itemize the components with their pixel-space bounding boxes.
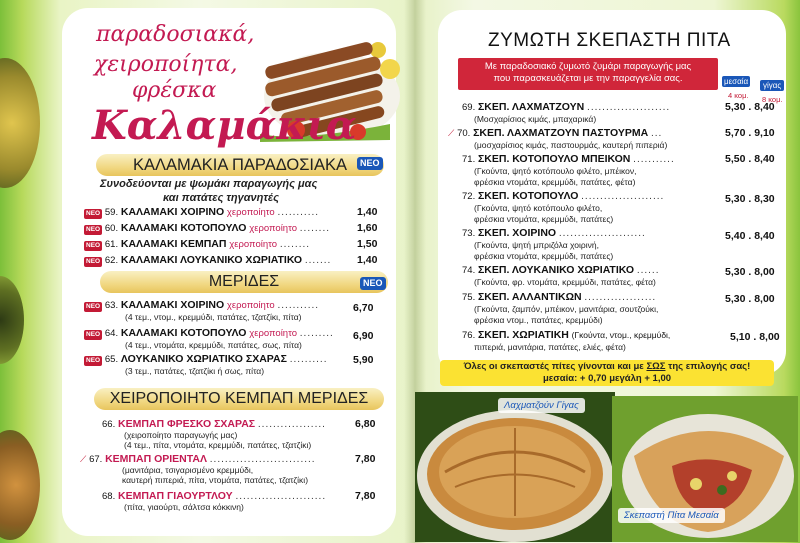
menu-item-60: [84, 222, 330, 235]
headline-line-3: φρέσκα: [132, 78, 217, 103]
item-name: ΛΟΥΚΑΝΙΚΟ ΧΩΡΙΑΤΙΚΟ ΣΧΑΡΑΣ: [120, 353, 287, 365]
item-number: 75.: [462, 292, 476, 303]
menu-item-59: [84, 206, 319, 219]
leader-dots: ........................: [235, 491, 327, 502]
item-name: ΣΚΕΠ. ΧΩΡΙΑΤΙΚΗ: [478, 329, 569, 341]
item-price: 5,40 . 8,40: [725, 230, 775, 242]
item-description: (Μοσχαρίσιος κιμάς, μπαχαρικά): [474, 114, 597, 124]
section-note: Συνοδεύονται με ψωμάκι παραγωγής μας: [100, 178, 318, 190]
item-tag: χεροποίητο: [226, 207, 275, 218]
new-badge: ΝΕΟ: [86, 303, 101, 310]
item-description: (Γκούντα, ψητό κοτόπουλο φιλέτο, μπέικον,: [474, 166, 637, 176]
item-price: 6,70: [353, 302, 374, 314]
promo-text: Όλες οι σκεπαστές πίτες γίνονται και με: [463, 361, 647, 372]
photo-caption: Σκεπαστή Πίτα Μεσαία: [618, 508, 725, 523]
item-name: ΚΑΛΑΜΑΚΙ ΚΟΤΟΠΟΥΛΟ: [120, 222, 247, 234]
item-description: (Γκούντα, ζαμπόν, μπέικον, μανιτάρια, σουτζούκι,: [474, 304, 659, 314]
promo-highlight: ΣΩΣ: [646, 361, 666, 372]
new-badge: ΝΕΟ: [86, 242, 101, 249]
item-name: ΚΕΜΠΑΠ ΟΡΙΕΝΤΑΛ: [105, 453, 207, 465]
leader-dots: ..........: [289, 354, 328, 365]
item-price: 5,70 . 9,10: [725, 127, 775, 139]
section-banner-souvlaki: [96, 154, 384, 176]
item-name: ΣΚΕΠ. ΛΑΧΜΑΤΖΟΥΝ ΠΑΣΤΟΥΡΜΑ: [473, 127, 649, 139]
item-description: (μανιτάρια, τσιγαρισμένο κρεμμύδι,: [122, 465, 254, 475]
menu-item-71: [462, 153, 675, 166]
item-description: (Γκούντα, ψητή μπριζόλα χοιρινή,: [474, 240, 599, 250]
item-description: φρέσκια ντομάτα, κρεμμύδι, πατάτες, φέτα): [474, 177, 636, 187]
promo-text: της επιλογής σας!: [665, 361, 751, 372]
menu-item-61: [84, 238, 310, 251]
item-name: ΣΚΕΠ. ΑΛΛΑΝΤΙΚΩΝ: [478, 291, 582, 303]
section-banner-merides: [100, 271, 388, 293]
menu-item-62: [84, 254, 331, 267]
menu-item-64: [84, 327, 334, 340]
item-description: (πίτα, γιαούρτι, σάλτσα κόκκινη): [124, 502, 244, 512]
item-number: 73.: [462, 228, 476, 239]
item-name: ΣΚΕΠ. ΛΑΧΜΑΤΖΟΥΝ: [478, 101, 585, 113]
menu-item-76: [462, 329, 670, 342]
page-title: Καλαμάκια: [92, 102, 357, 149]
leader-dots: ......................: [587, 102, 671, 113]
item-number: 65.: [104, 354, 119, 365]
dough-note: [458, 58, 718, 90]
section-banner-kebab: [94, 388, 384, 410]
item-number: 64.: [104, 328, 119, 339]
item-description: (Γκούντα, ψητό κοτόπουλο φιλέτο,: [474, 203, 603, 213]
item-number: 63.: [104, 300, 119, 311]
item-description: (4 τεμ., πίτα, ντομάτα, κρεμμύδι, πατάτες, τζατζίκι): [124, 440, 312, 450]
leader-dots: ..................: [257, 419, 326, 430]
new-badge: ΝΕΟ: [86, 258, 101, 265]
menu-item-70: [448, 127, 662, 140]
item-description: φρέσκια ντομάτα, κρεμμύδι, πατάτες): [474, 251, 614, 261]
menu-item-75: [462, 291, 656, 304]
leader-dots: .......................: [558, 228, 646, 239]
item-name: ΚΕΜΠΑΠ ΓΙΑΟΥΡΤΛΟΥ: [118, 490, 233, 502]
item-name: ΚΑΛΑΜΑΚΙ ΚΟΤΟΠΟΥΛΟ: [120, 327, 247, 339]
item-price: 1,50: [357, 238, 378, 250]
leader-dots: ......................: [581, 191, 665, 202]
headline-line-2: χειροποίητα,: [94, 52, 238, 77]
item-number: 61.: [104, 239, 119, 250]
new-badge: ΝΕΟ: [86, 226, 101, 233]
section-title: ΜΕΡΙΔΕΣ: [208, 273, 280, 290]
item-description: (3 τεμ., πατάτες, τζατζίκι ή σως, πίτα): [125, 366, 265, 376]
item-number: 76.: [462, 330, 476, 341]
item-tag: χεροποίητο: [229, 239, 278, 250]
item-price: 5,30 . 8,00: [725, 293, 775, 305]
item-price: 5,10 . 8,00: [730, 331, 780, 343]
item-number: 71.: [462, 154, 476, 165]
item-price: 6,90: [353, 330, 374, 342]
leader-dots: ...........: [277, 300, 320, 311]
item-description: φρέσκια ντομ., πατάτες, κρεμμύδι): [474, 315, 603, 325]
menu-item-63: [84, 299, 319, 312]
item-name: ΚΑΛΑΜΑΚΙ ΛΟΥΚΑΝΙΚΟ ΧΩΡΙΑΤΙΚΟ: [120, 254, 303, 266]
section-title: ΧΕΙΡΟΠΟΙΗΤΟ ΚΕΜΠΑΠ ΜΕΡΙΔΕΣ: [109, 390, 369, 407]
item-description: φρέσκια ντομάτα, κρεμμύδι, πατάτες): [474, 214, 614, 224]
item-name: ΣΚΕΠ. ΛΟΥΚΑΝΙΚΟ ΧΩΡΙΑΤΙΚΟ: [478, 264, 635, 276]
menu-item-65: [84, 353, 327, 366]
leader-dots: ...........: [277, 207, 320, 218]
item-description: (Γκούντα, ντομ., κρεμμύδι,: [571, 330, 671, 340]
item-description: (μοσχαρίσιος κιμάς, παστουρμάς, καυτερή πιπεριά): [474, 140, 668, 150]
leader-dots: .........: [299, 328, 334, 339]
item-name: ΚΑΛΑΜΑΚΙ ΧΟΙΡΙΝΟ: [120, 299, 225, 311]
menu-item-69: [462, 101, 670, 114]
item-number: 59.: [104, 207, 119, 218]
item-description: (4 τεμ., ντομάτα, κρεμμύδι, πατάτες, σως, πίτα): [125, 340, 302, 350]
item-number: 68.: [102, 491, 116, 502]
item-price: 6,80: [355, 418, 376, 430]
section-title: ΚΑΛΑΜΑΚΙΑ ΠΑΡΑΔΟΣΙΑΚΑ: [132, 156, 348, 174]
promo-prices: μεσαία: + 0,70 μεγάλη + 1,00: [542, 373, 672, 384]
new-badge: ΝΕΟ: [86, 210, 101, 217]
note-line: Με παραδοσιακό ζυμωτό ζυμάρι παραγωγής μας: [484, 61, 692, 72]
item-number: 72.: [462, 191, 476, 202]
item-price: 7,80: [355, 490, 376, 502]
sauce-promo: [440, 360, 774, 386]
page-title-right: ΖΥΜΩΤΗ ΣΚΕΠΑΣΤΗ ΠΙΤΑ: [488, 30, 731, 51]
leader-dots: ...........: [633, 154, 675, 165]
item-name: ΣΚΕΠ. ΧΟΙΡΙΝΟ: [478, 227, 557, 239]
menu-item-73: [462, 227, 646, 240]
leader-dots: ......: [636, 265, 660, 276]
item-description: (Γκούντα, φρ. ντομάτα, κρεμμύδι, πατάτες, φέτα): [474, 277, 656, 287]
item-name: ΣΚΕΠ. ΚΟΤΟΠΟΥΛΟ: [478, 190, 579, 202]
size-pieces-medium: 4 κομ.: [728, 91, 749, 100]
new-badge: ΝΕΟ: [86, 357, 101, 364]
item-name: ΚΕΜΠΑΠ ΦΡΕΣΚΟ ΣΧΑΡΑΣ: [118, 418, 256, 430]
item-price: 7,80: [355, 453, 376, 465]
leader-dots: .......: [304, 255, 332, 266]
item-price: 1,60: [357, 222, 378, 234]
item-name: ΚΑΛΑΜΑΚΙ ΚΕΜΠΑΠ: [120, 238, 227, 250]
menu-item-74: [462, 264, 659, 277]
size-pieces-large: 8 κομ.: [762, 95, 783, 104]
item-price: 5,30 . 8,30: [725, 193, 775, 205]
new-badge: ΝΕΟ: [360, 277, 386, 290]
item-description: (χειροποίητο παραγωγής μας): [124, 430, 238, 440]
item-price: 5,30 . 8,00: [725, 266, 775, 278]
new-badge: ΝΕΟ: [357, 157, 383, 170]
item-number: 66.: [102, 419, 116, 430]
item-description: πιπεριά, μανιτάρια, πατάτες, ελιές, φέτα): [474, 342, 626, 352]
size-label-medium: μεσαία: [724, 77, 749, 86]
item-description: καυτερή πιπεριά, πίτα, ντομάτα, πατάτες, τζατζίκι): [122, 475, 309, 485]
section-note: και πατάτες τηγανητές: [163, 192, 279, 204]
headline-line-1: παραδοσιακά,: [96, 22, 255, 47]
photo-caption: Λαχματζούν Γίγας: [498, 398, 585, 413]
item-price: 5,30 . 8,40: [725, 101, 775, 113]
menu-item-72: [462, 190, 664, 203]
leader-dots: ........: [279, 239, 311, 250]
item-description: (4 τεμ., ντομ., κρεμμύδι, πατάτες, τζατζίκι, πίτα): [125, 312, 302, 322]
item-tag: χεροποίητο: [249, 223, 297, 234]
item-number: 69.: [462, 102, 476, 113]
note-line: που παρασκευάζεται με την παραγγελία σας.: [493, 73, 683, 84]
leader-dots: ...: [650, 128, 663, 139]
leader-dots: ...................: [584, 292, 657, 303]
chili-icon: ⟋: [80, 454, 87, 464]
item-name: ΣΚΕΠ. ΚΟΤΟΠΟΥΛΟ ΜΠΕΙΚΟΝ: [478, 153, 631, 165]
item-number: 67.: [89, 454, 103, 465]
item-price: 1,40: [357, 254, 378, 266]
item-number: 74.: [462, 265, 476, 276]
new-badge: ΝΕΟ: [86, 331, 101, 338]
chili-icon: ⟋: [448, 128, 455, 138]
leader-dots: ............................: [209, 454, 316, 465]
item-price: 5,50 . 8,40: [725, 153, 775, 165]
item-price: 5,90: [353, 354, 374, 366]
size-label-large: γίγας: [760, 80, 784, 91]
lahmatzoun-photo: [415, 392, 615, 542]
item-number: 62.: [104, 255, 119, 266]
item-number: 70.: [457, 128, 471, 139]
item-price: 1,40: [357, 206, 378, 218]
item-name: ΚΑΛΑΜΑΚΙ ΧΟΙΡΙΝΟ: [120, 206, 225, 218]
item-number: 60.: [104, 223, 119, 234]
leader-dots: ........: [299, 223, 331, 234]
item-tag: χεροποίητο: [249, 328, 297, 339]
item-tag: χεροποίητο: [226, 300, 275, 311]
